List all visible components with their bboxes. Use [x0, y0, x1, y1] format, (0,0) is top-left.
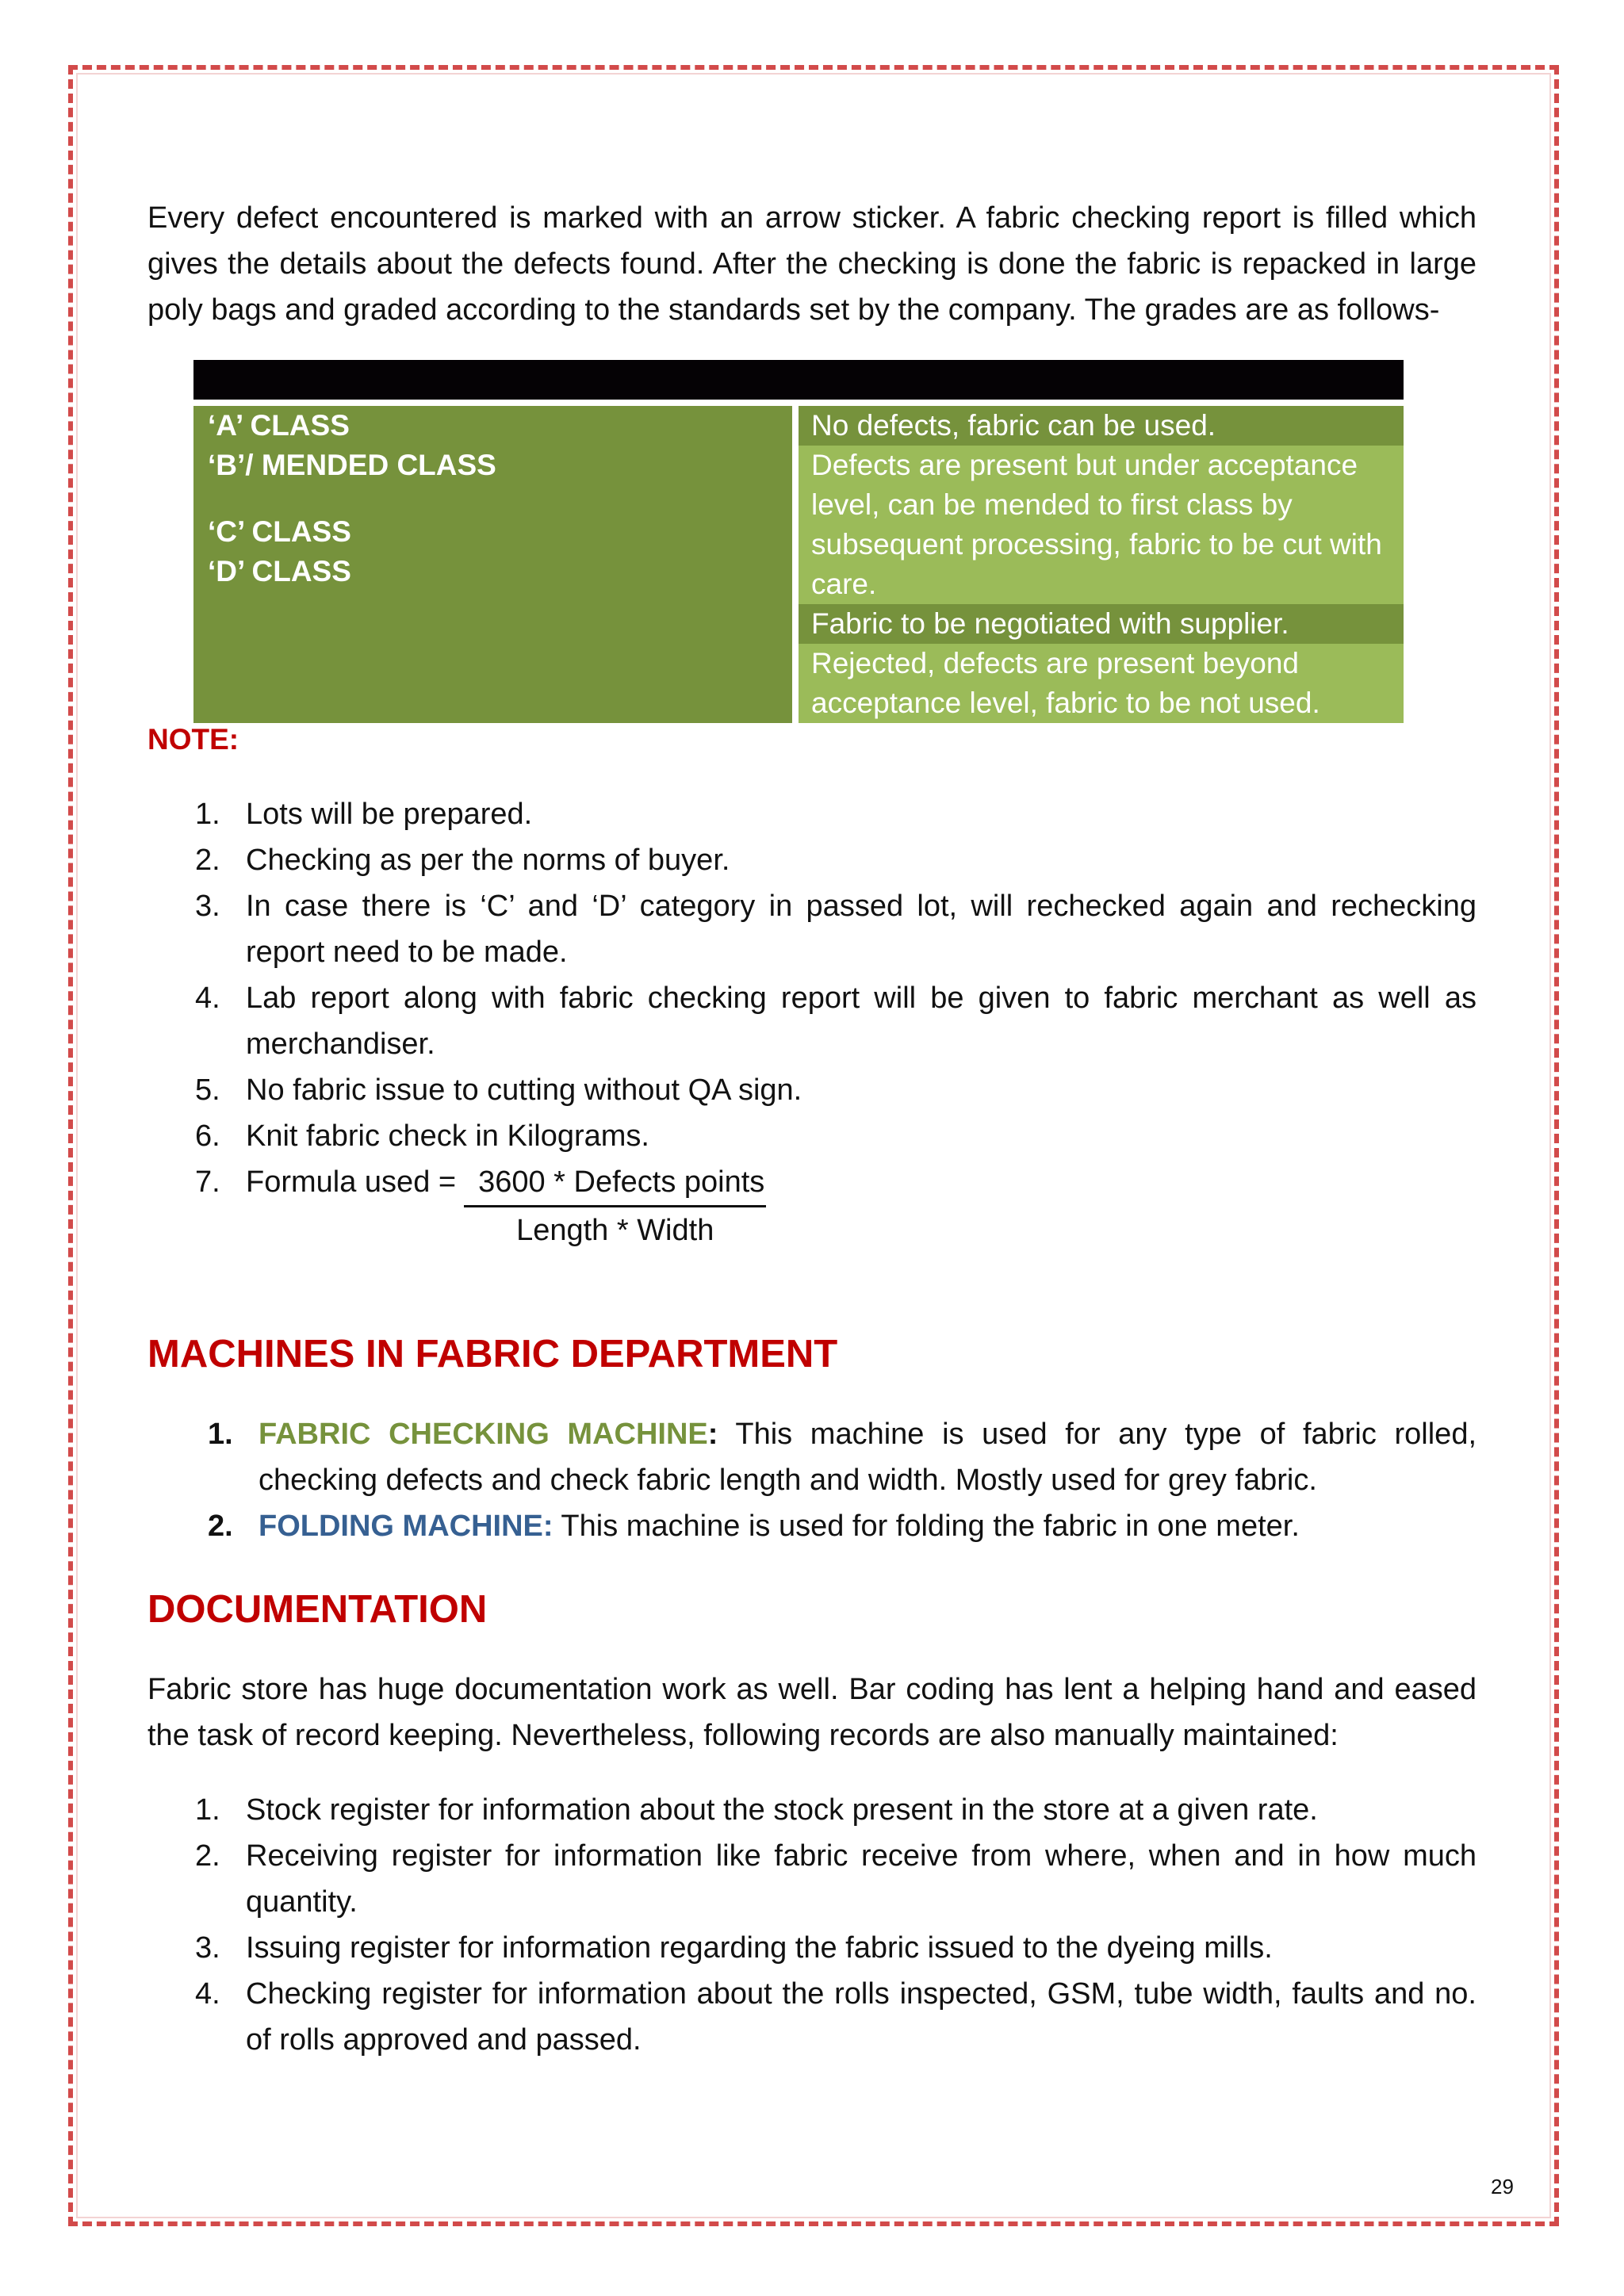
machines-heading: MACHINES IN FABRIC DEPARTMENT [147, 1333, 838, 1376]
grade-row [193, 406, 1404, 446]
list-item: 5. No fabric issue to cutting without QA sign. [195, 1073, 802, 1107]
grade-description: No defects, fabric can be used. [799, 406, 1404, 446]
grade-description: Defects are present but under acceptance level, can be mended to first class by subsequent processing, fabric to be cut with care. [799, 446, 1404, 604]
list-item: 1. FABRIC CHECKING MACHINE: This machine is used for any type of fabric rolled, checking defects and check fabric length and width. Mostly used for grey fabric. [208, 1418, 1477, 1497]
grade-description: Rejected, defects are present beyond acceptance level, fabric to be not used. [799, 644, 1404, 723]
documentation-intro: Fabric store has huge documentation work as well. Bar coding has lent a helping hand and eased the task of record keeping. Nevertheless, following records are also manually maintained: [147, 1673, 1477, 1752]
page-number: 29 [1491, 2175, 1514, 2198]
list-item: 1. Stock register for information about the stock present in the store at a given rate. [195, 1793, 1318, 1827]
grade-table [193, 360, 1404, 723]
note-list [147, 791, 1477, 1253]
grade-class-label: ‘C’ CLASS [208, 515, 351, 548]
machine-name: FABRIC CHECKING MACHINE [259, 1418, 708, 1451]
formula-denominator: Length * Width [516, 1214, 714, 1247]
list-item: 2. FOLDING MACHINE: This machine is used for folding the fabric in one meter. [208, 1510, 1300, 1543]
machine-name: FOLDING MACHINE: [259, 1510, 553, 1543]
formula-numerator: 3600 * Defects points [464, 1159, 766, 1207]
list-item: 4. Lab report along with fabric checking report will be given to fabric merchant as well as merchandiser. [195, 982, 1477, 1061]
formula-item: 7. Formula used = $\frac{\text{3600 * Defects points}}{\text{Length * Width}}$ [147, 1159, 1477, 1253]
list-item: 2. Receiving register for information like fabric receive from where, when and in how much quantity. [195, 1839, 1477, 1919]
list-item: 4. Checking register for information about the rolls inspected, GSM, tube width, faults and no. of rolls approved and passed. [195, 1977, 1477, 2057]
machines-list [147, 1411, 1477, 1549]
grade-description: Fabric to be negotiated with supplier. [799, 604, 1404, 644]
grade-class-label: ‘B’/ MENDED CLASS [208, 449, 496, 481]
note-title: NOTE: [147, 723, 239, 756]
intro-paragraph: Every defect encountered is marked with an arrow sticker. A fabric checking report is filled which gives the details about the defects found. After the checking is done the fabric is repacked in large poly bags and graded according to the standards set by the company. The grades are as follows- [147, 201, 1477, 327]
list-item: 1. Lots will be prepared. [195, 798, 533, 831]
list-item: 3. Issuing register for information regarding the fabric issued to the dyeing mills. [195, 1931, 1273, 1965]
formula-label: Formula used = [246, 1165, 457, 1199]
list-item: 6. Knit fabric check in Kilograms. [195, 1119, 649, 1153]
grade-class-label: ‘A’ CLASS [208, 409, 350, 442]
documentation-heading: DOCUMENTATION [147, 1588, 488, 1631]
list-item: 3. In case there is ‘C’ and ‘D’ category in passed lot, will rechecked again and rechecking report need to be made. [195, 890, 1477, 969]
list-item: 2. Checking as per the norms of buyer. [195, 844, 730, 877]
grade-table-header [193, 360, 1404, 400]
documentation-list [147, 1787, 1477, 2063]
grade-class-column [193, 406, 799, 723]
grade-class-label: ‘D’ CLASS [208, 555, 351, 587]
formula-fraction [464, 1159, 766, 1253]
